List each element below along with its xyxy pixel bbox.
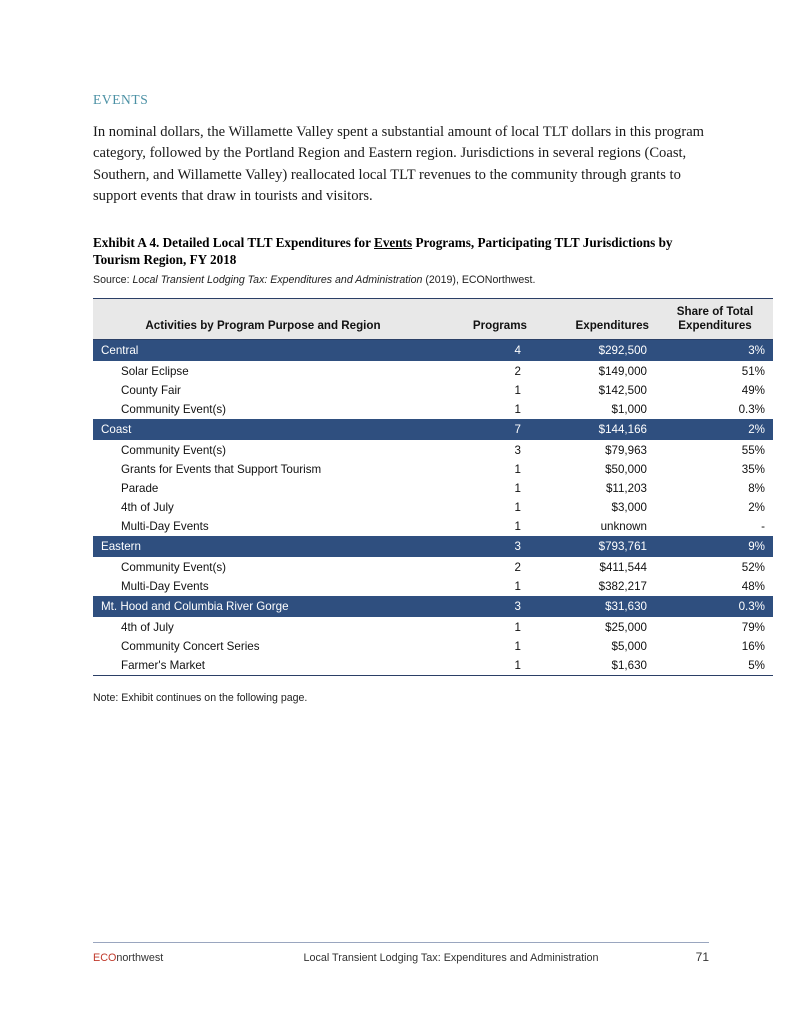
cell-share: -	[657, 517, 773, 536]
cell-expenditures: $25,000	[535, 617, 657, 637]
cell-share: 16%	[657, 637, 773, 656]
cell-programs: 7	[433, 419, 535, 441]
cell-programs: 1	[433, 498, 535, 517]
cell-programs: 3	[433, 440, 535, 460]
cell-activity: Mt. Hood and Columbia River Gorge	[93, 596, 433, 618]
exhibit-title-part2: Programs, Participating TLT Jurisdictions by Tourism Region, FY 2018	[93, 234, 673, 267]
cell-activity: 4th of July	[93, 498, 433, 517]
cell-expenditures: $1,630	[535, 656, 657, 676]
table-row-region	[93, 339, 773, 361]
table-body	[93, 339, 773, 675]
cell-activity: Coast	[93, 419, 433, 441]
cell-programs: 2	[433, 361, 535, 381]
footer-brand	[93, 952, 253, 964]
cell-programs: 1	[433, 637, 535, 656]
cell-programs: 1	[433, 400, 535, 419]
table-row	[93, 460, 773, 479]
source-rest: (2019), ECONorthwest.	[422, 273, 536, 286]
table-row	[93, 381, 773, 400]
exhibit-note: Note: Exhibit continues on the following page.	[93, 691, 308, 704]
cell-expenditures: $3,000	[535, 498, 657, 517]
cell-expenditures: $79,963	[535, 440, 657, 460]
body-paragraph: In nominal dollars, the Willamette Valley spent a substantial amount of local TLT dollars in this program category, followed by the Portland Region and Eastern region. Jurisdictions in several regions (Coast, Southern, and Willamette Valley) reallocated local TLT revenues to the community through grants to support events that draw in tourists and visitors.	[93, 124, 705, 205]
cell-activity: Eastern	[93, 536, 433, 558]
cell-activity: Parade	[93, 479, 433, 498]
cell-share: 52%	[657, 557, 773, 577]
cell-share: 79%	[657, 617, 773, 637]
cell-programs: 1	[433, 577, 535, 596]
table-row	[93, 517, 773, 536]
cell-programs: 4	[433, 339, 535, 361]
cell-expenditures: $142,500	[535, 381, 657, 400]
page-content	[93, 92, 765, 704]
column-header-share: Share of Total Expenditures	[657, 298, 773, 339]
table-row-region	[93, 419, 773, 441]
brand-accent: ECO	[93, 952, 117, 964]
source-title: Local Transient Lodging Tax: Expenditures and Administration	[132, 273, 423, 286]
brand-rest: northwest	[116, 952, 164, 964]
cell-activity: Multi-Day Events	[93, 577, 433, 596]
page-footer	[93, 942, 709, 964]
cell-activity: Community Concert Series	[93, 637, 433, 656]
table-row	[93, 656, 773, 676]
footer-page-number: 71	[695, 950, 709, 964]
table-row	[93, 577, 773, 596]
cell-programs: 1	[433, 381, 535, 400]
cell-activity: Solar Eclipse	[93, 361, 433, 381]
cell-activity: Farmer's Market	[93, 656, 433, 676]
source-label: Source:	[93, 273, 133, 286]
cell-expenditures: $149,000	[535, 361, 657, 381]
table-header-row	[93, 298, 773, 339]
cell-programs: 1	[433, 460, 535, 479]
cell-programs: 2	[433, 557, 535, 577]
cell-expenditures: $50,000	[535, 460, 657, 479]
table-row	[93, 400, 773, 419]
cell-expenditures: $144,166	[535, 419, 657, 441]
cell-activity: Community Event(s)	[93, 400, 433, 419]
cell-share: 9%	[657, 536, 773, 558]
exhibit-title-part1: Exhibit A 4. Detailed Local TLT Expenditures for	[93, 234, 375, 250]
cell-expenditures: $5,000	[535, 637, 657, 656]
section-heading: EVENTS	[93, 92, 149, 107]
cell-share: 48%	[657, 577, 773, 596]
exhibit-source	[93, 274, 709, 286]
cell-share: 51%	[657, 361, 773, 381]
cell-activity: Grants for Events that Support Tourism	[93, 460, 433, 479]
table-row	[93, 498, 773, 517]
cell-programs: 1	[433, 617, 535, 637]
cell-programs: 1	[433, 656, 535, 676]
cell-programs: 1	[433, 479, 535, 498]
cell-activity: 4th of July	[93, 617, 433, 637]
table-row	[93, 557, 773, 577]
table-row	[93, 361, 773, 381]
cell-activity: Multi-Day Events	[93, 517, 433, 536]
cell-expenditures: $382,217	[535, 577, 657, 596]
table-row	[93, 479, 773, 498]
cell-programs: 3	[433, 596, 535, 618]
column-header-activity: Activities by Program Purpose and Region	[93, 298, 433, 339]
table-row	[93, 637, 773, 656]
column-header-programs: Programs	[433, 298, 535, 339]
table-row-region	[93, 536, 773, 558]
exhibit-title-underlined: Events	[374, 234, 413, 250]
cell-expenditures: $1,000	[535, 400, 657, 419]
cell-share: 2%	[657, 498, 773, 517]
cell-programs: 1	[433, 517, 535, 536]
cell-activity: Community Event(s)	[93, 557, 433, 577]
cell-expenditures: $31,630	[535, 596, 657, 618]
cell-share: 35%	[657, 460, 773, 479]
cell-activity: Community Event(s)	[93, 440, 433, 460]
cell-share: 0.3%	[657, 400, 773, 419]
cell-share: 0.3%	[657, 596, 773, 618]
footer-title: Local Transient Lodging Tax: Expenditures and Administration	[303, 952, 599, 964]
column-header-expenditures: Expenditures	[535, 298, 657, 339]
cell-activity: Central	[93, 339, 433, 361]
cell-share: 55%	[657, 440, 773, 460]
cell-activity: County Fair	[93, 381, 433, 400]
cell-expenditures: $292,500	[535, 339, 657, 361]
cell-share: 8%	[657, 479, 773, 498]
cell-expenditures: unknown	[535, 517, 657, 536]
cell-share: 49%	[657, 381, 773, 400]
cell-share: 2%	[657, 419, 773, 441]
cell-expenditures: $11,203	[535, 479, 657, 498]
cell-share: 3%	[657, 339, 773, 361]
cell-expenditures: $411,544	[535, 557, 657, 577]
table-row-region	[93, 596, 773, 618]
exhibit-table	[93, 298, 773, 676]
cell-programs: 3	[433, 536, 535, 558]
exhibit-title	[93, 234, 709, 268]
table-row	[93, 617, 773, 637]
table-header	[93, 298, 773, 339]
table-row	[93, 440, 773, 460]
cell-expenditures: $793,761	[535, 536, 657, 558]
cell-share: 5%	[657, 656, 773, 676]
